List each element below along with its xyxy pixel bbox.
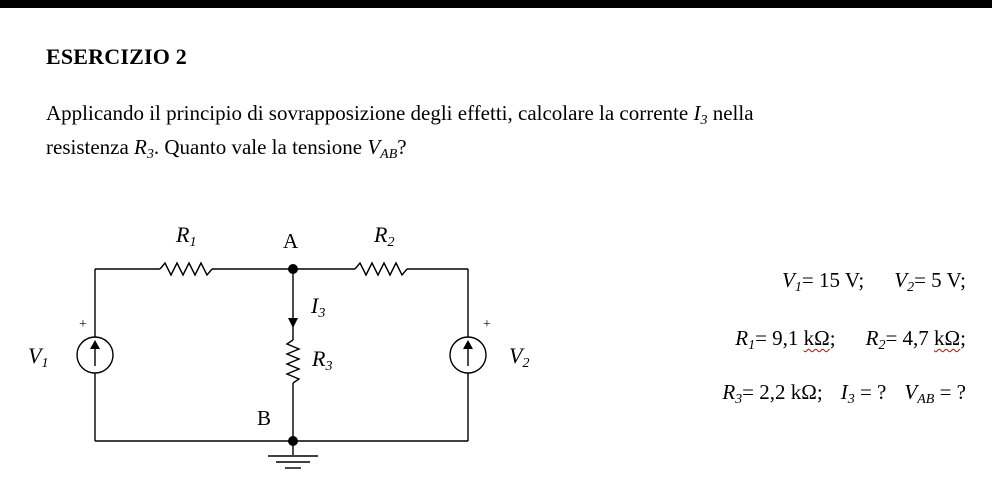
label-v1: V1	[28, 343, 49, 371]
top-bar	[0, 0, 992, 8]
data-row-unknowns: $R_3= 2,2$ kΩ; $I_3$ = ? $V_{AB}$ = ?	[722, 380, 966, 407]
node-a-dot	[288, 264, 298, 274]
current-arrow-i3-icon	[288, 318, 298, 328]
label-i3: I3	[311, 293, 326, 321]
arrow-head-v1-icon	[90, 340, 100, 349]
exercise-title: ESERCIZIO 2	[46, 44, 187, 69]
resistor-r2	[355, 263, 407, 275]
question-line-1: Applicando il principio di sovrapposizione degli effetti, calcolare la corrente $I_3$ nella	[46, 101, 754, 128]
circuit-diagram	[0, 200, 560, 499]
question-line-2: resistenza $R_3$. Quanto vale la tensione $V_{AB}$?	[46, 135, 407, 162]
label-r1: R1	[176, 222, 197, 250]
label-v2: V2	[509, 343, 530, 371]
label-node-a: A	[283, 229, 299, 253]
polarity-plus-v2: +	[483, 317, 491, 332]
data-row-sources: $V_1= 15$ V; $V_2= 5$ V;	[782, 268, 966, 295]
resistor-r3	[287, 340, 299, 383]
resistor-r1	[160, 263, 212, 275]
label-r2: R2	[374, 222, 395, 250]
polarity-plus-v1: +	[79, 317, 87, 332]
arrow-head-v2-icon	[463, 340, 473, 349]
node-b-dot	[288, 436, 298, 446]
exercise-question	[46, 96, 754, 164]
label-node-b: B	[257, 406, 272, 430]
label-r3: R3	[312, 346, 333, 374]
data-row-resistors-1-2: $R_1= 9,1$ kΩ; $R_2= 4,7$ kΩ;	[735, 326, 966, 353]
